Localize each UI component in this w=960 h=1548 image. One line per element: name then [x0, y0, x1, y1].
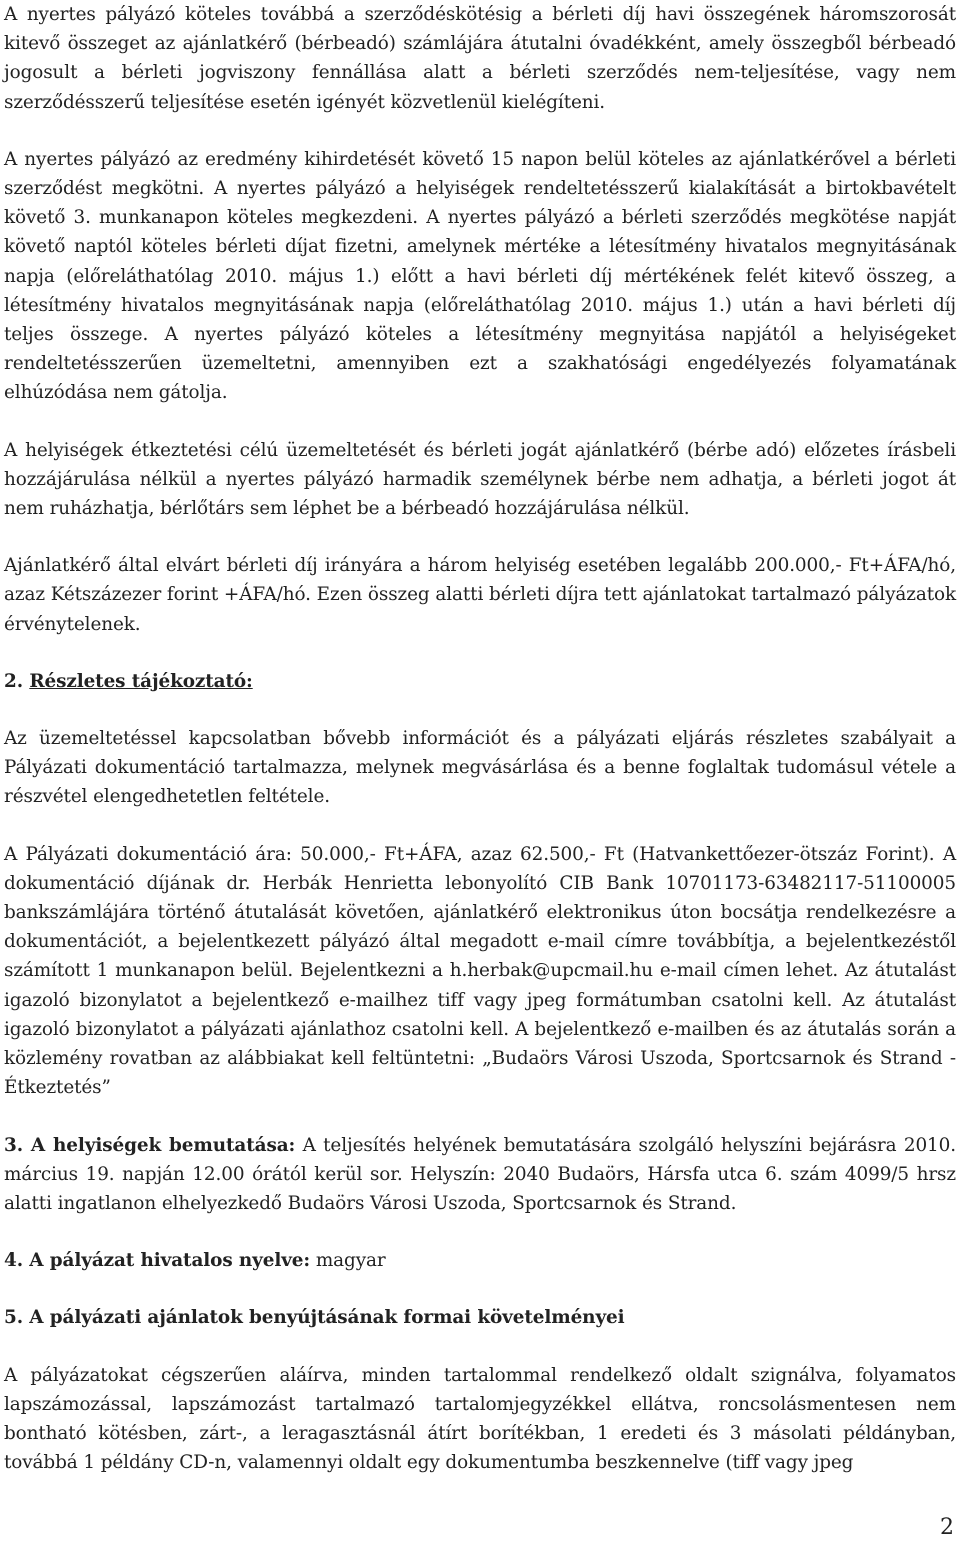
section-3-text: A teljesítés helyének bemutatására szolgáló helyszíni bejárásra 2010. március 19. napján 12.00 órától kerül sor. Helyszín: 2040 Budaörs, Hársfa utca 6. szám 4099/5 hrsz alatti ingatlanon elhelyezkedő Budaörs Városi Uszoda, Sportcsarnok és Strand. [4, 1134, 956, 1214]
section-heading-4: 4. A pályázat hivatalos nyelve: [4, 1250, 311, 1272]
paragraph-rent-minimum: Ajánlatkérő által elvárt bérleti díj irányára a három helyiség esetében legalább 200.000,- Ft+ÁFA/hó, azaz Kétszázezer forint +ÁFA/hó. Ezen összeg alatti bérleti díjra tett ajánlatokat tartalmazó pályázatok érvénytelenek. [4, 555, 956, 635]
document-page [4, 0, 956, 1505]
paragraph-documentation: Az üzemeltetéssel kapcsolatban bővebb információt és a pályázati eljárás részletes szabályait a Pályázati dokumentáció tartalmazza, melynek megvásárlása és a benne foglaltak tudomásul vétele a részvétel elengedhetetlen feltétele. [4, 728, 956, 808]
paragraph-subletting: A helyiségek étkeztetési célú üzemeltetését és bérleti jogát ajánlatkérő (bérbe adó) előzetes írásbeli hozzájárulása nélkül a nyertes pályázó harmadik személynek bérbe nem adhatja, a bérleti jogot át nem ruházhatja, bérlőtárs sem léphet be a bérbeadó hozzájárulása nélkül. [4, 439, 956, 520]
section-3-paragraph [4, 1131, 956, 1219]
section-heading-3: 3. A helyiségek bemutatása: [4, 1134, 296, 1156]
page-number: 2 [940, 1515, 954, 1540]
section-heading-5: 5. A pályázati ajánlatok benyújtásának formai követelményei [4, 1307, 625, 1329]
paragraph-contract-terms: A nyertes pályázó az eredmény kihirdetését követő 15 napon belül köteles az ajánlatkérővel a bérleti szerződést megkötni. A nyertes pályázó a helyiségek rendeltetésszerű kialakítását a birtokbavételt követő 3. munkanapon köteles megkezdeni. A nyertes pályázó a bérleti szerződés megkötése napját követő naptól köteles bérleti díjat fizetni, amelynek mértéke a létesítmény hivatalos megnyitásának napja (előreláthatólag 2010. május 1.) előtt a havi bérleti díj mértékének felét kitevő összeg, a létesítmény hivatalos megnyitásának napja (előreláthatólag 2010. május 1.) után a havi bérleti díj teljes összege. A nyertes pályázó köteles a létesítmény megnyitása napjától a helyiségeket rendeltetésszerűen üzemeltetni, amennyiben ezt a szakhatósági engedélyezés folyamatának elhúzódása nem gátolja. [4, 148, 956, 404]
section-4-paragraph [4, 1246, 956, 1275]
section-heading-2 [4, 667, 956, 696]
paragraph-deposit: A nyertes pályázó köteles továbbá a szerződéskötésig a bérleti díj havi összegének háromszorosát kitevő összeget az ajánlatkérő (bérbeadó) számlájára átutalni óvadékként, amely összegből bérbeadó jogosult a bérleti jogviszony fennállása alatt a bérleti szerződés nem-teljesítése, vagy nem szerződésszerű teljesítése esetén igényét közvetlenül kielégíteni. [4, 4, 956, 113]
paragraph-documentation-price: A Pályázati dokumentáció ára: 50.000,- Ft+ÁFA, azaz 62.500,- Ft (Hatvankettőezer-ötszáz Forint). A dokumentáció díjának dr. Herbák Henrietta lebonyolító CIB Bank 10701173-63482117-51100005 bankszámlájára történő átutalását követően, ajánlatkérő elektronikus úton bocsátja rendelkezésre a dokumentációt, a bejelentkezett pályázó által megadott e-mail címre továbbítja, a bejelentkezéstől számított 1 munkanapon belül. Bejelentkezni a h.herbak@upcmail.hu e-mail címen lehet. Az átutalást igazoló bizonylatot a bejelentkező e-mailhez tiff vagy jpeg formátumban csatolni kell. Az átutalást igazoló bizonylatot a pályázati ajánlathoz csatolni kell. A bejelentkező e-mailben és az átutalás során a közlemény rovatban az alábbiakat kell feltüntetni: „Budaörs Városi Uszoda, Sportcsarnok és Strand - Étkeztetés” [4, 843, 956, 1099]
section-4-text: magyar [310, 1250, 386, 1272]
paragraph-formal-requirements: A pályázatokat cégszerűen aláírva, minden tartalommal rendelkező oldalt szignálva, folyamatos lapszámozással, lapszámozást tartalmazó tartalomjegyzékkel ellátva, roncsolásmentesen nem bontható kötésben, zárt-, a leragasztásnál átírt borítékban, 1 eredeti és 3 másolati példányban, továbbá 1 példány CD-n, valamennyi oldalt egy dokumentumba beszkennelve (tiff vagy jpeg [4, 1364, 956, 1474]
section-title: Részletes tájékoztató: [29, 670, 253, 692]
section-number: 2. [4, 670, 23, 692]
